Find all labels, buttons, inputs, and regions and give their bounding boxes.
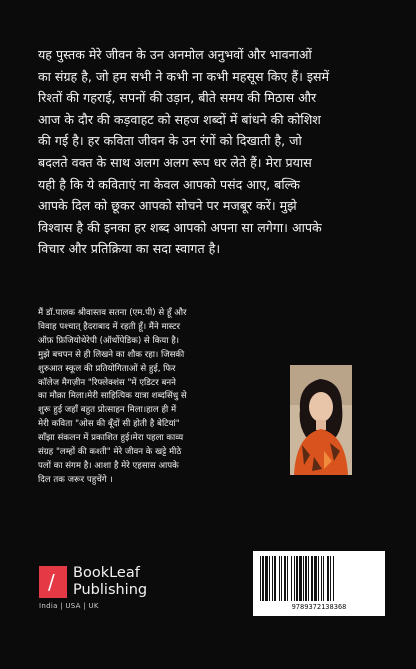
- author-bio: मैं डॉ.पालक श्रीवास्तव सतना (एम.पी) से हूँ और विवाह पश्चात् हैदराबाद में रहती हूँ। मैंने मास्टर ऑफ़ फ़िजियोथेरेपी (ऑर्थोपेडिक) से किया है। मुझे बचपन से ही लिखने का शौक रहा। जिसकी शुरुआत स्कूल की प्रतियोगिताओं से हुई, फिर कॉलेज मैगज़ीन "रिफ्लेक्शंस "में एडिटर बनने का मौक़ा मिला।मेरी साहित्यिक यात्रा शब्दसिंधु से शुरू हुई जहाँ बहुत प्रोत्साहन मिला।हाल ही में मेरी कविता "ओस की बूँदों सी होती है बेटियां" साँझा संकलन में प्रकाशित हुई।मेरा पहला काव्य संग्रह "लम्हों की कश्ती" मेरे जीवन के खट्टे मीठे पलों का संगम है। आशा है मेरे एहसास आपके दिल तक जरूर पहुचेंगे ।: [38, 308, 187, 485]
- isbn-number: 9789372138368: [291, 603, 347, 611]
- booklet-logo-icon: /: [39, 566, 67, 598]
- publisher-regions: India | USA | UK: [39, 602, 99, 610]
- publisher-logo: [39, 566, 169, 606]
- author-photo: [290, 365, 352, 475]
- barcode-bars-icon: [260, 556, 378, 601]
- isbn-barcode: [253, 551, 385, 616]
- publisher-name: BookLeaf Publishing: [73, 565, 148, 598]
- back-cover-blurb: यह पुस्तक मेरे जीवन के उन अनमोल अनुभवों और भावनाओं का संग्रह है, जो हम सभी ने कभी ना कभी महसूस किए हैं। इसमें रिश्तों की गहराई, सपनों की उड़ान, बीते समय की मिठास और आज के दौर की कड़वाहट को सहज शब्दों में बांधने की कोशिश की गई है। हर कविता जीवन के उन रंगों को दिखाती है, जो बदलते वक्त के साथ अलग अलग रूप धर लेते हैं। मेरा प्रयास यही है कि ये कविताएं ना केवल आपको पसंद आए, बल्कि आपके दिल को छूकर आपको सोचने पर मजबूर करें। मुझे विश्वास है की इनका हर शब्द आपको अपना सा लगेगा। आपके विचार और प्रतिक्रिया का सदा स्वागत है।: [38, 47, 330, 257]
